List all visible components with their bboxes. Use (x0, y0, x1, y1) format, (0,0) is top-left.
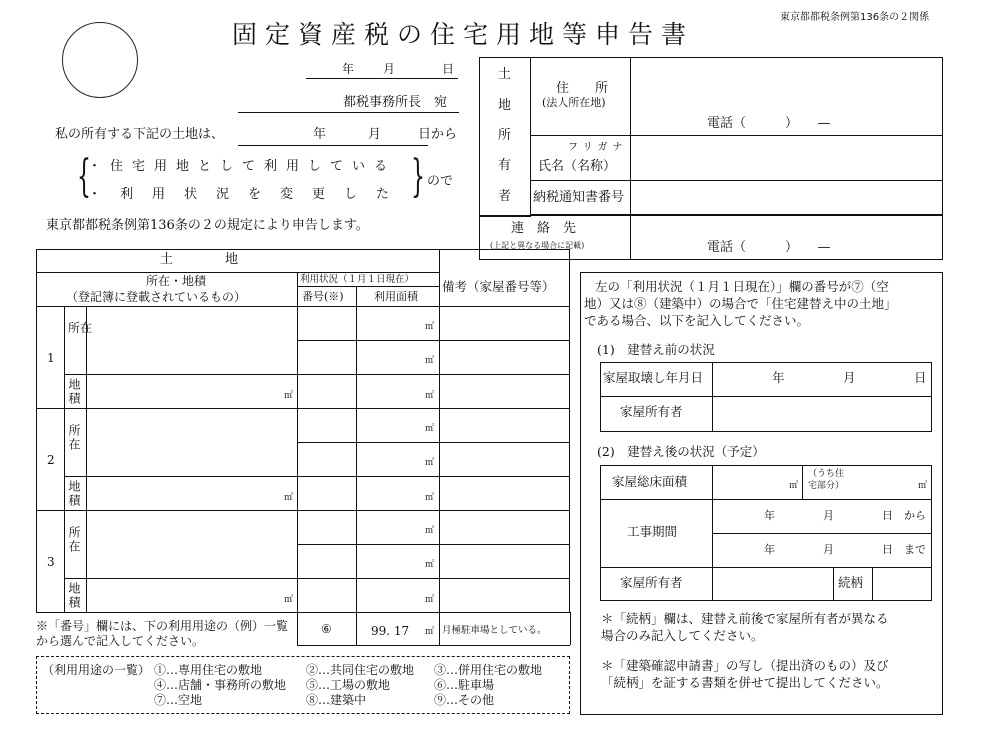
land-header: 土 地 (160, 252, 239, 267)
usage-brace-right: } (411, 151, 425, 202)
floor-area-unit: ㎡ (789, 481, 799, 491)
usage-brace-left: { (77, 151, 91, 202)
addressee-line[interactable] (238, 112, 459, 113)
before-owner-label: 家屋所有者 (620, 404, 683, 419)
relation-input[interactable] (874, 569, 930, 599)
usage-item: ⑥…駐車場 (434, 678, 495, 692)
usage-item: ⑧…建築中 (306, 693, 367, 707)
usage-item: ⑨…その他 (434, 693, 495, 707)
declaration-text: 東京都都税条例第136条の２の規定により申告します。 (46, 218, 369, 233)
col-area: 利用面積 (374, 290, 418, 303)
tax-notice-number-label: 納税通知書番号 (533, 190, 625, 205)
law-reference: 東京都都税条例第136条の２関係 (780, 12, 930, 23)
addressee: 都税事務所長 宛 (343, 95, 448, 110)
rebuild-intro: 左の「利用状況（１月１日現在）」欄の番号が⑦（空 (595, 279, 889, 294)
example-area-unit: ㎡ (425, 627, 435, 637)
address-input[interactable] (632, 59, 941, 109)
floor-area-label: 家屋総床面積 (612, 474, 688, 489)
form-title: 固定資産税の住宅用地等申告書 (232, 20, 695, 49)
after-owner-input[interactable] (714, 569, 832, 599)
residential-part-label: 宅部分） (808, 481, 845, 491)
usage-item: ⑤…工場の敷地 (306, 678, 391, 692)
residential-part-label: （うち住 (808, 469, 845, 479)
col-remarks: 備考（家屋番号等） (442, 279, 555, 294)
before-owner-input[interactable] (714, 398, 930, 430)
after-title: (2) 建替え後の状況（予定） (597, 444, 765, 459)
address-label: 住 所 (556, 81, 609, 96)
relation-note: 場合のみ記入してください。 (601, 628, 764, 643)
address-phone[interactable]: 電話（ ） — (707, 116, 831, 131)
col-location-sub: （登記簿に登載されているもの） (66, 290, 247, 304)
example-area: 99. 17 (371, 624, 410, 638)
example-remark: 月極駐車場としている。 (442, 625, 547, 636)
usage-option-changed[interactable]: ・利用状況を変更した (88, 187, 409, 202)
relation-note: ＊「続柄」欄は、建替え前後で家屋所有者が異なる (601, 611, 889, 626)
owned-since-label: 私の所有する下記の土地は、 (55, 127, 225, 142)
contact-phone[interactable]: 電話（ ） — (707, 240, 831, 255)
documents-note: 「続柄」を証する書類を併せて提出してください。 (601, 675, 889, 690)
furigana-label: フリガナ (568, 142, 628, 153)
before-title: (1) 建替え前の状況 (597, 342, 715, 357)
address-sub-label: (法人所在地) (542, 96, 606, 109)
land-table-note: ※「番号」欄には、下の利用用途の（例）一覧から選んで記入してください。 (36, 619, 289, 648)
documents-note: ＊「建築確認申請書」の写し（提出済のもの）及び (601, 658, 889, 673)
node-text: ので (427, 174, 454, 189)
contact-label: 連 絡 先 (511, 221, 577, 236)
col-number: 番号(※) (302, 290, 344, 303)
name-label: 氏名（名称） (538, 159, 617, 174)
relation-label: 続柄 (838, 575, 864, 590)
usage-item: ④…店舗・事務所の敷地 (154, 678, 287, 692)
example-number: ⑥ (321, 622, 332, 636)
usage-item: ①…専用住宅の敷地 (154, 663, 263, 677)
demolish-date-label: 家屋取壊し年月日 (603, 370, 704, 385)
usage-item: ②…共同住宅の敷地 (306, 663, 415, 677)
after-owner-label: 家屋所有者 (620, 575, 683, 590)
usage-option-using[interactable]: ・住宅用地として利用している (88, 159, 397, 174)
seal-stamp-circle (62, 22, 138, 98)
rebuild-intro: である場合、以下を記入してください。 (584, 313, 810, 328)
usage-item: ③…併用住宅の敷地 (434, 663, 543, 677)
contact-sub-label: (上記と異なる場合に記載) (490, 241, 585, 250)
rebuild-intro: 地）又は⑧（建築中）の場合で「住宅建替え中の土地」 (584, 296, 897, 311)
tax-notice-number-input[interactable] (632, 182, 941, 213)
name-input[interactable] (632, 137, 941, 179)
residential-area-unit: ㎡ (918, 481, 928, 491)
col-location: 所在・地積 (146, 274, 207, 288)
usage-item: ⑦…空地 (154, 693, 203, 707)
col-usage: 利用状況（１月１日現在） (300, 274, 415, 285)
usage-list-label: （利用用途の一覧） (42, 663, 151, 677)
construction-period-label: 工事期間 (627, 524, 678, 539)
